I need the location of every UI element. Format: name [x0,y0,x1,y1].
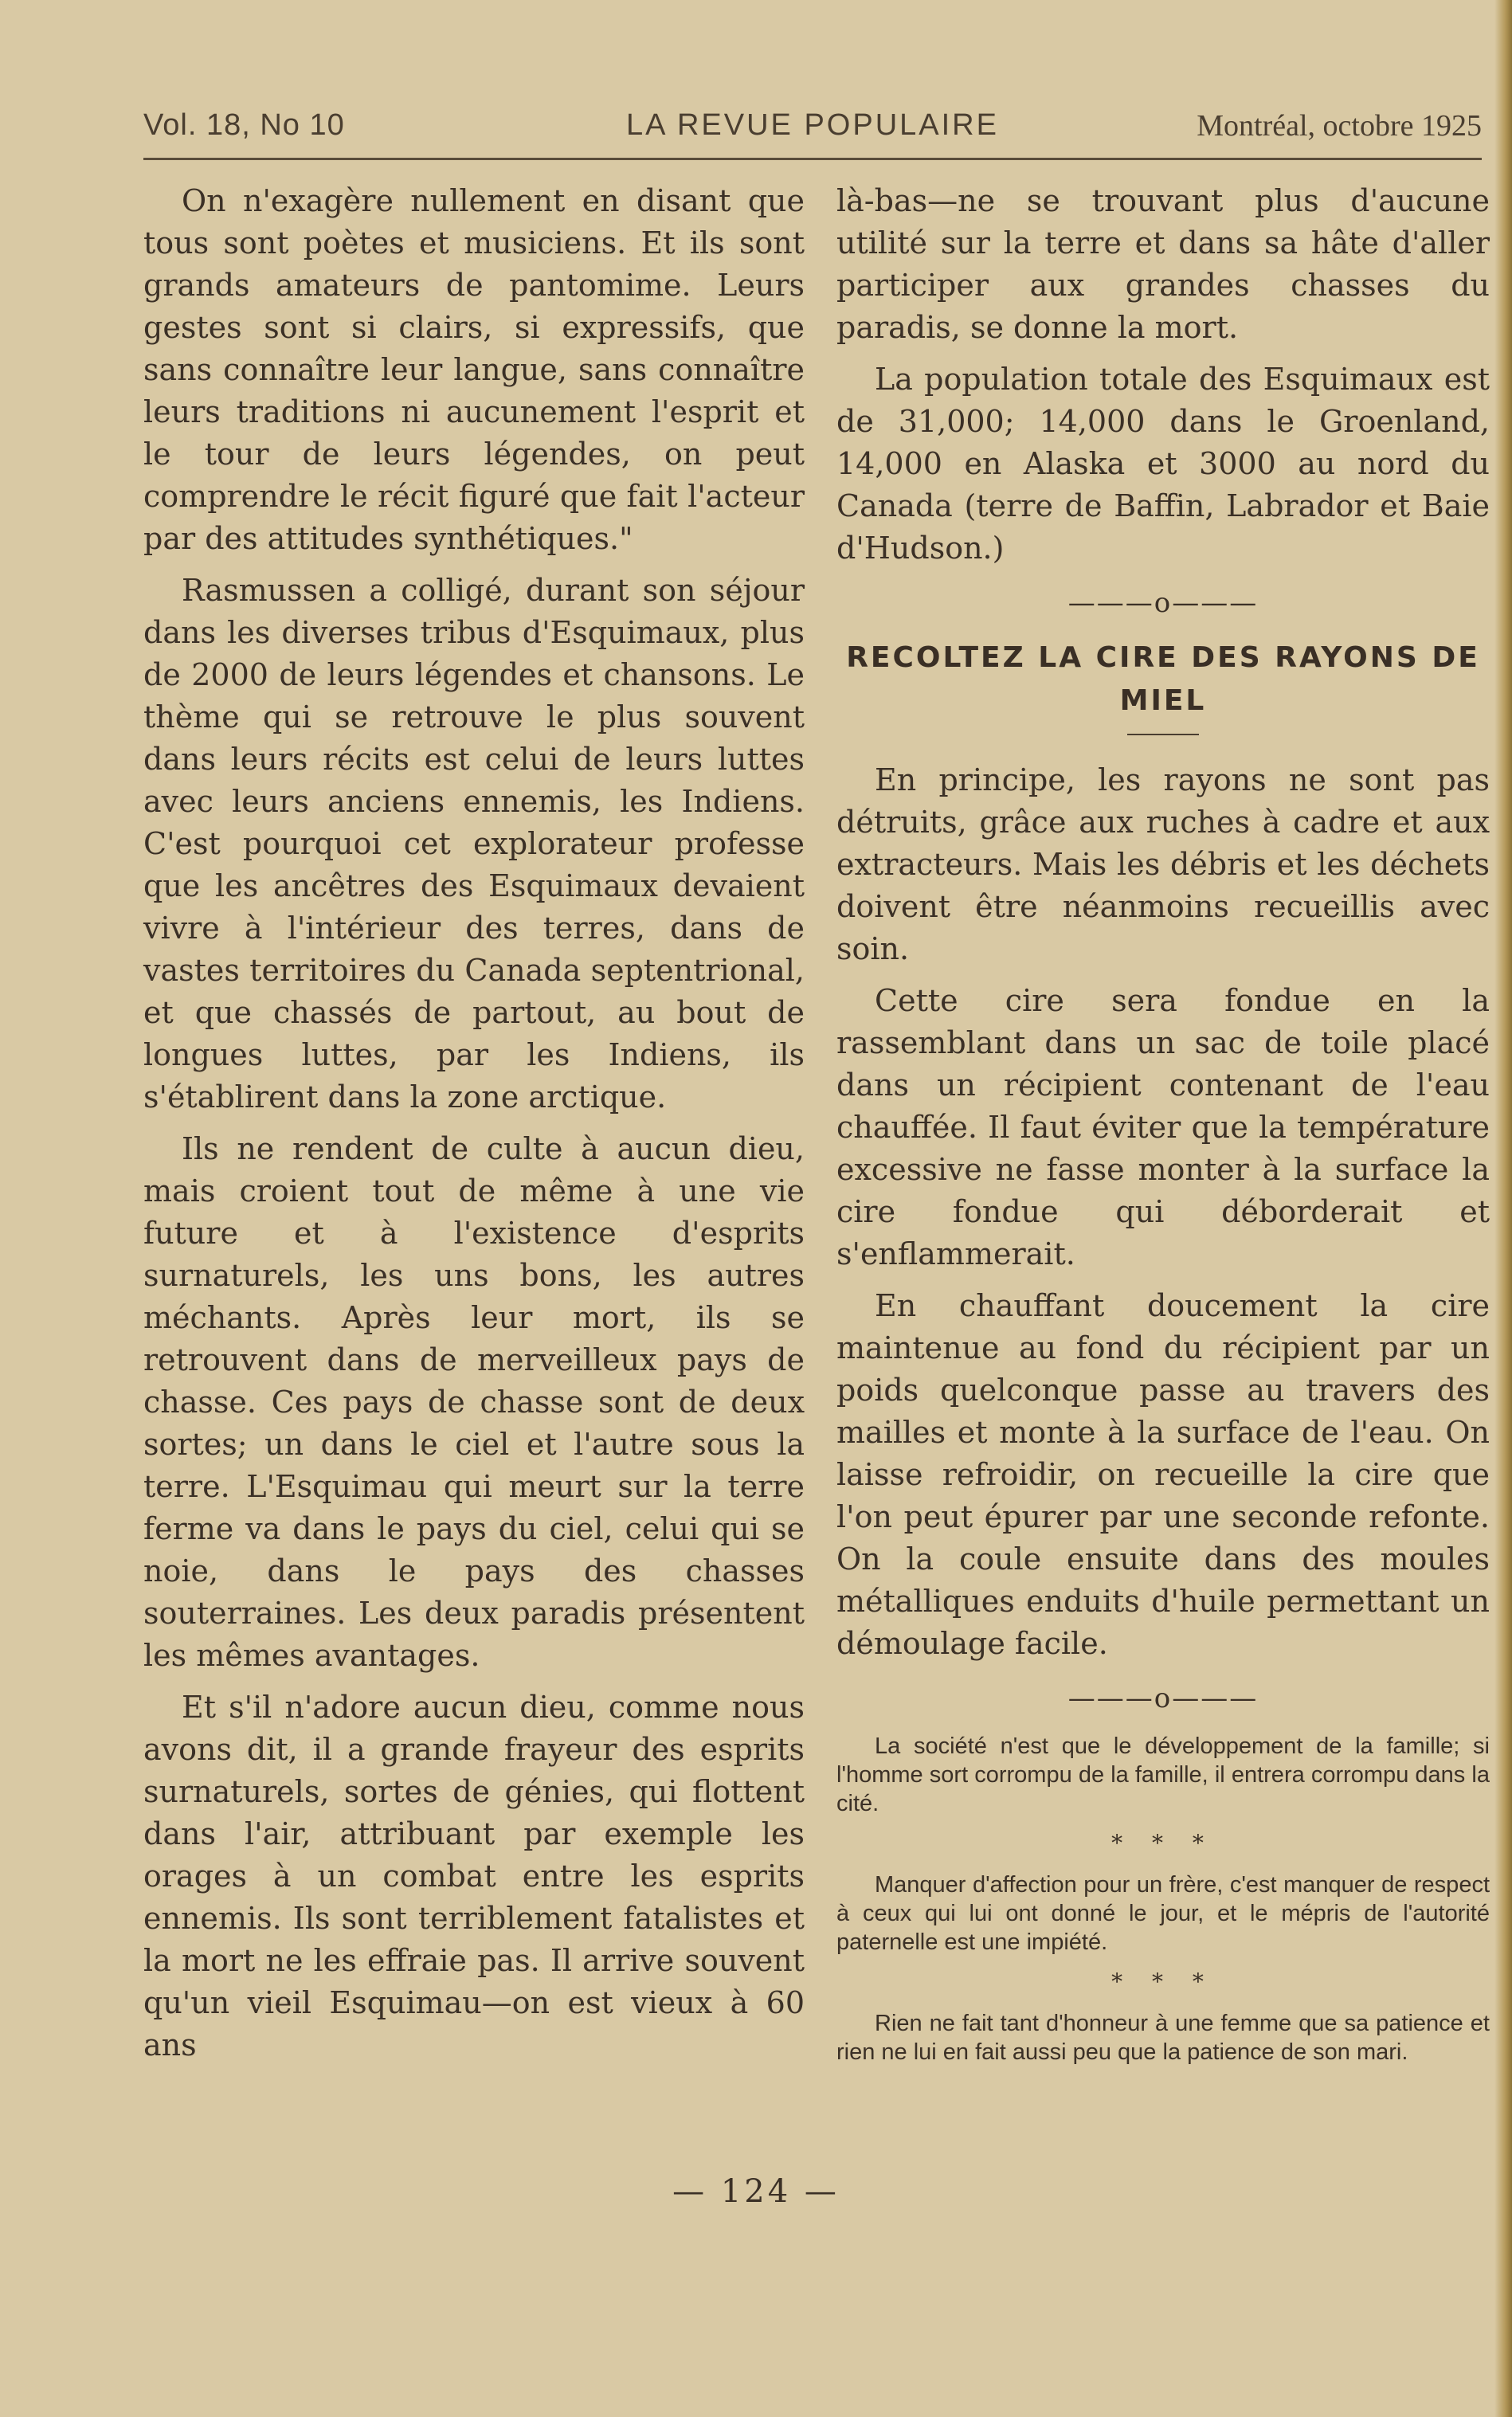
paragraph: En principe, les rayons ne sont pas détruits, grâce aux ruches à cadre et aux extracteurs. Mais les débris et les déchets doivent être néanmoins recueillis avec soin. [836,762,1490,966]
asterism: * * * [1111,1830,1215,1856]
page-edge [1494,0,1512,2417]
paragraph: La population totale des Esquimaux est de 31,000; 14,000 dans le Groenland, 14,000 en Alaska et 3000 au nord du Canada (terre de Baffin, Labrador et Baie d'Hudson.) [836,362,1490,566]
publication-title: LA REVUE POPULAIRE [626,108,999,142]
paragraph: Ils ne rendent de culte à aucun dieu, mais croient tout de même à une vie future et à l'existence d'esprits surnaturels, les uns bons, les autres méchants. Après leur mort, ils se retrouvent dans de merveilleux pays de chasse. Ces pays de chasse sont de deux sortes; un dans le ciel et l'autre sous la terre. L'Esquimau qui meurt sur la terre ferme va dans le pays du ciel, celui qui se noie, dans le pays des chasses souterraines. Les deux paradis présentent les mêmes avantages. [143,1131,805,1673]
right-column [836,180,1490,2076]
paragraph: En chauffant doucement la cire maintenue au fond du récipient par un poids quelconque passe au travers des mailles et monte à la surface de l'eau. On laisse refroidir, on recueille la cire que l'on peut épurer par une seconde refonte. On la coule ensuite dans des moules métalliques enduits d'huile permettant un démoulage facile. [836,1288,1490,1661]
place-date: Montréal, octobre 1925 [1197,109,1482,143]
asterism: * * * [1111,1968,1215,1995]
maxim: Rien ne fait tant d'honneur à une femme que sa patience et rien ne lui en fait aussi peu que la patience de son mari. [836,2011,1490,2065]
maxim: La société n'est que le développement de la famille; si l'homme sort corrompu de la famille, il entrera corrompu dans la cité. [836,1733,1490,1816]
paragraph: Et s'il n'adore aucun dieu, comme nous avons dit, il a grande frayeur des esprits surnaturels, sortes de génies, qui flottent dans l'air, attribuant par exemple les orages à un combat entre les esprits ennemis. Ils sont terriblement fatalistes et la mort ne les effraie pas. Il arrive souvent qu'un vieil Esquimau—on est vieux à 60 ans [143,1690,805,2062]
paragraph: Cette cire sera fondue en la rassemblant dans un sac de toile placé dans un récipient contenant de l'eau chauffée. Il faut éviter que la température excessive ne fasse monter à la surface la cire fondue qui déborderait et s'enflammerait. [836,983,1490,1271]
header-rule [143,158,1482,160]
maxim: Manquer d'affection pour un frère, c'est manquer de respect à ceux qui lui ont donné le jour, et le mépris de l'autorité paternelle est une impiété. [836,1872,1490,1955]
section-separator: ———o——— [1067,587,1259,619]
article-heading: RECOLTEZ LA CIRE DES RAYONS DE MIEL [846,641,1480,717]
paragraph: On n'exagère nullement en disant que tous sont poètes et musiciens. Et ils sont grands amateurs de pantomime. Leurs gestes sont si clairs, si expressifs, que sans connaître leur langue, sans connaître leurs traditions ni aucunement l'esprit et le tour de leurs légendes, on peut comprendre le récit figuré que fait l'acteur par des attitudes synthétiques." [143,183,805,556]
section-separator: ———o——— [1067,1682,1259,1714]
left-column [143,180,805,2076]
page-number: — 124 — [672,2173,840,2210]
paragraph-continued: là-bas—ne se trouvant plus d'aucune utilité sur la terre et dans sa hâte d'aller participer aux grandes chasses du paradis, se donne la mort. [836,183,1490,345]
heading-rule [1127,734,1199,735]
running-header [143,108,1482,153]
volume-number: Vol. 18, No 10 [143,108,345,142]
paragraph: Rasmussen a colligé, durant son séjour dans les diverses tribus d'Esquimaux, plus de 2000 de leurs légendes et chansons. Le thème qui se retrouve le plus souvent dans leurs récits est celui de leurs luttes avec leurs anciens ennemis, les Indiens. C'est pourquoi cet explorateur professe que les ancêtres des Esquimaux devaient vivre à l'intérieur des terres, dans de vastes territoires du Canada septentrional, et que chassés de partout, au bout de longues luttes, par les Indiens, ils s'établirent dans la zone arctique. [143,573,805,1114]
